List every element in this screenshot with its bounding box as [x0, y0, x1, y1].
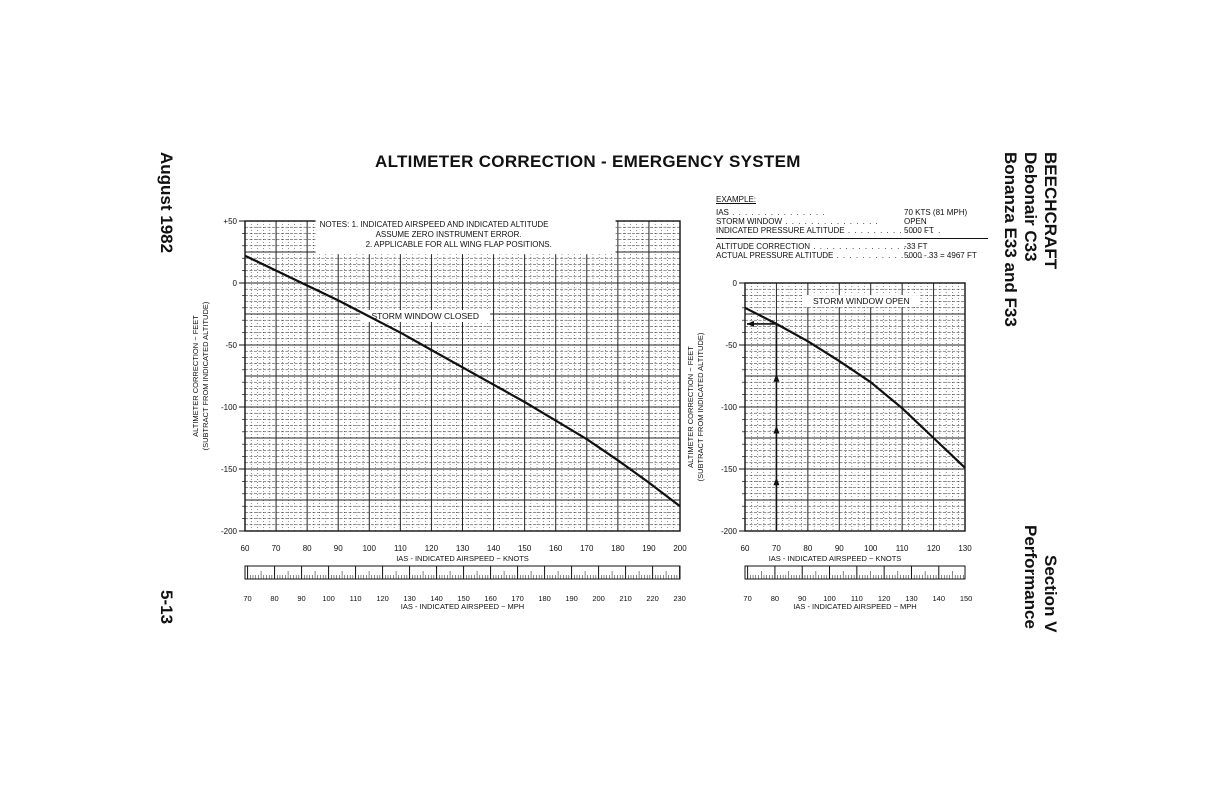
- example-row-value: 5000 FT: [904, 226, 934, 235]
- x-axis-label: IAS - INDICATED AIRSPEED ~ KNOTS: [396, 554, 529, 563]
- example-title: EXAMPLE:: [716, 195, 757, 204]
- series-line: [745, 308, 965, 468]
- y-axis-label-secondary: (SUBTRACT FROM INDICATED ALTITUDE): [201, 301, 210, 451]
- mph-tick-label: 130: [905, 594, 918, 603]
- x-tick-label: 150: [517, 544, 532, 553]
- mph-tick-label: 140: [932, 594, 946, 603]
- mph-tick-label: 110: [349, 594, 362, 603]
- y-axis-label: ALTIMETER CORRECTION ~ FEET: [686, 346, 695, 468]
- mph-tick-label: 220: [646, 594, 659, 603]
- mph-tick-label: 100: [322, 594, 335, 603]
- x-tick-label: 70: [771, 544, 781, 553]
- mph-tick-label: 100: [823, 594, 836, 603]
- mph-tick-label: 200: [592, 594, 605, 603]
- x-tick-label: 90: [333, 544, 343, 553]
- mph-tick-label: 140: [430, 594, 443, 603]
- mph-tick-label: 80: [770, 594, 780, 603]
- x-tick-label: 60: [240, 544, 250, 553]
- mph-tick-label: 150: [457, 594, 470, 603]
- x-tick-label: 190: [642, 544, 656, 553]
- example-arrow-left: [747, 321, 754, 327]
- mph-tick-label: 70: [743, 594, 752, 603]
- x-tick-label: 80: [302, 544, 312, 553]
- x-tick-label: 130: [455, 544, 470, 553]
- mph-tick-label: 90: [798, 594, 807, 603]
- mph-axis-label: IAS - INDICATED AIRSPEED ~ MPH: [400, 602, 525, 611]
- x-tick-label: 130: [958, 544, 972, 553]
- section-label: Section V: [1041, 555, 1060, 633]
- example-result-label: ALTITUDE CORRECTION . . .: [716, 242, 907, 251]
- mph-tick-label: 70: [243, 594, 252, 603]
- x-tick-label: 120: [926, 544, 941, 553]
- y-tick-label: -200: [720, 527, 737, 536]
- section-name-label: Performance: [1021, 525, 1040, 629]
- mph-tick-label: 170: [511, 594, 524, 603]
- example-arrow-up: [773, 374, 779, 382]
- y-tick-label: -50: [225, 341, 237, 350]
- chart-subtitle: STORM WINDOW OPEN: [812, 296, 910, 307]
- x-tick-label: 170: [580, 544, 594, 553]
- x-tick-label: 100: [362, 544, 376, 553]
- mph-tick-label: 120: [376, 594, 389, 603]
- y-axis-label-secondary: (SUBTRACT FROM INDICATED ALTITUDE): [696, 332, 705, 482]
- mph-tick-label: 180: [538, 594, 551, 603]
- example-arrow-up: [773, 425, 779, 433]
- mph-axis-label: IAS - INDICATED AIRSPEED ~ MPH: [793, 602, 917, 611]
- mph-tick-label: 230: [673, 594, 686, 603]
- y-tick-label: -100: [220, 403, 237, 412]
- mph-tick-label: 90: [297, 594, 306, 603]
- example-row-label: STORM WINDOW . . .: [716, 217, 879, 226]
- x-tick-label: 110: [393, 544, 407, 553]
- x-tick-label: 90: [834, 544, 844, 553]
- y-tick-label: 0: [732, 279, 737, 288]
- model-label-1: Debonair C33: [1021, 152, 1040, 262]
- date-label: August 1982: [157, 152, 176, 254]
- mph-tick-label: 150: [959, 594, 973, 603]
- y-tick-label: -100: [720, 403, 737, 412]
- x-tick-label: 120: [424, 544, 439, 553]
- mph-tick-label: 110: [850, 594, 863, 603]
- example-row-label: IAS . . .: [716, 208, 826, 217]
- x-tick-label: 200: [673, 544, 687, 553]
- example-result-value: -33 FT: [904, 242, 928, 251]
- y-tick-label: -150: [220, 465, 237, 474]
- mph-scale-frame: [745, 566, 965, 579]
- mph-tick-label: 80: [270, 594, 279, 603]
- y-tick-label: +50: [223, 217, 237, 226]
- x-tick-label: 160: [549, 544, 563, 553]
- mph-tick-label: 160: [484, 594, 497, 603]
- example-row-value: 70 KTS (81 MPH): [904, 208, 968, 217]
- y-tick-label: 0: [232, 279, 237, 288]
- x-tick-label: 70: [271, 544, 281, 553]
- chart-subtitle: STORM WINDOW CLOSED: [371, 310, 479, 321]
- example-row-label: INDICATED PRESSURE ALTITUDE . . .: [716, 226, 941, 235]
- x-axis-label: IAS - INDICATED AIRSPEED ~ KNOTS: [768, 554, 902, 563]
- example-result-value: 5000 - 33 = 4967 FT: [904, 251, 977, 260]
- x-tick-label: 180: [611, 544, 625, 553]
- example-result-label: ACTUAL PRESSURE ALTITUDE . . .: [716, 251, 930, 260]
- mph-tick-label: 120: [877, 594, 891, 603]
- y-tick-label: -150: [720, 465, 737, 474]
- chart-note: NOTES: 1. INDICATED AIRSPEED AND INDICATED ALTITUDE: [319, 220, 549, 230]
- chart-note: 2. APPLICABLE FOR ALL WING FLAP POSITIONS.: [365, 240, 552, 250]
- y-tick-label: -50: [725, 341, 737, 350]
- page-number: 5-13: [157, 590, 176, 625]
- model-label-2: Bonanza E33 and F33: [1001, 152, 1020, 327]
- page-title: ALTIMETER CORRECTION - EMERGENCY SYSTEM: [375, 152, 801, 171]
- y-axis-label: ALTIMETER CORRECTION ~ FEET: [191, 315, 200, 437]
- manufacturer-label: BEECHCRAFT: [1041, 152, 1060, 270]
- example-row-value: OPEN: [904, 217, 927, 226]
- x-tick-label: 60: [740, 544, 750, 553]
- x-tick-label: 140: [486, 544, 501, 553]
- mph-tick-label: 210: [619, 594, 632, 603]
- y-tick-label: -200: [220, 527, 237, 536]
- chart-note: ASSUME ZERO INSTRUMENT ERROR.: [375, 230, 522, 240]
- mph-tick-label: 190: [565, 594, 578, 603]
- x-tick-label: 100: [864, 544, 878, 553]
- x-tick-label: 80: [803, 544, 813, 553]
- mph-tick-label: 130: [403, 594, 416, 603]
- x-tick-label: 110: [895, 544, 909, 553]
